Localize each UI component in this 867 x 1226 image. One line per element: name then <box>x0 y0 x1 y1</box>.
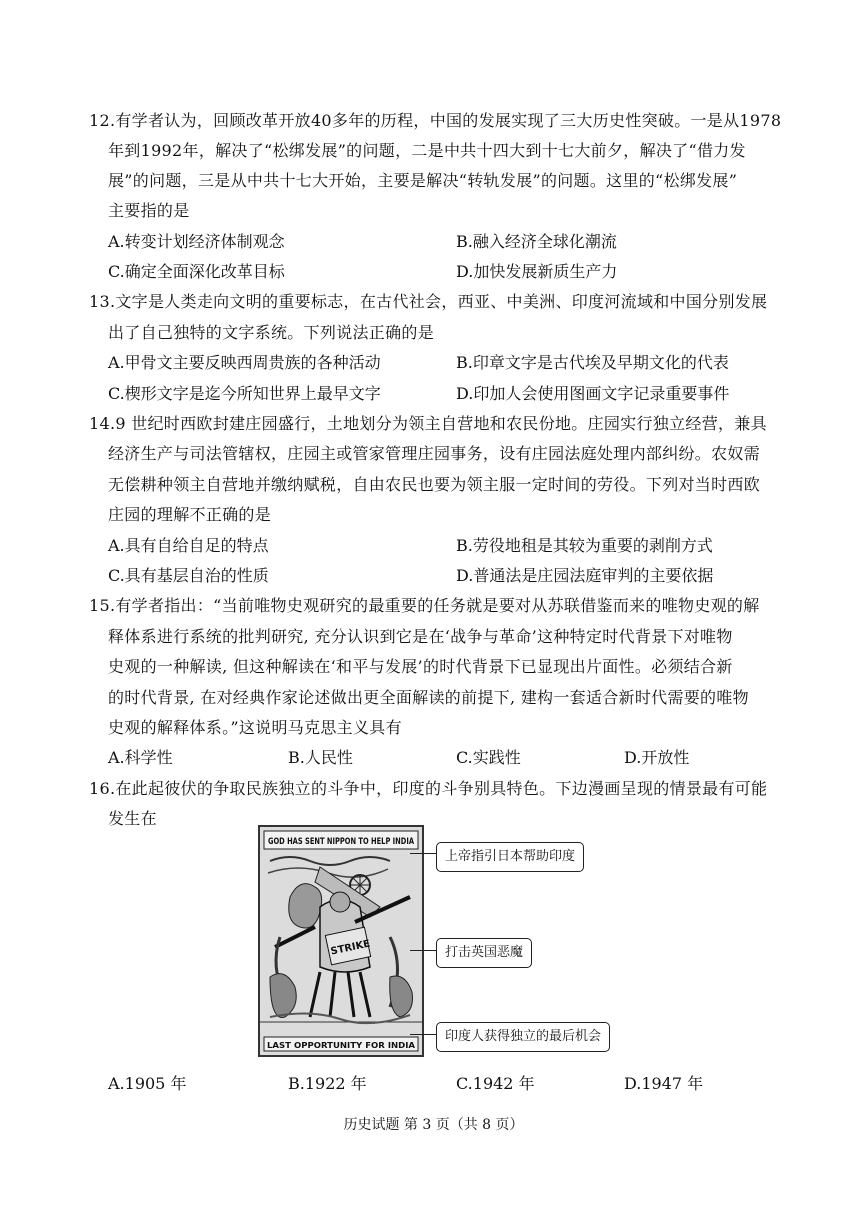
question-12-line-1: 12.有学者认为，回顾改革开放40多年的历程，中国的发展实现了三大历史性突破。一是从1978 <box>89 111 782 130</box>
option-d: D.加快发展新质生产力 <box>456 262 618 281</box>
option-c: C.具有基层自治的性质 <box>108 566 269 585</box>
question-15-line-5: 史观的解释体系。”这说明马克思主义具有 <box>108 718 402 737</box>
question-15-line-3: 史观的一种解读, 但这种解读在‘和平与发展’的时代背景下已显现出片面性。必须结合新 <box>108 657 733 676</box>
option-a: A.转变计划经济体制观念 <box>108 232 285 251</box>
question-15-line-4: 的时代背景, 在对经典作家论述做出更全面解读的前提下, 建构一套适合新时代需要的唯物 <box>108 688 749 707</box>
callout-leader-2 <box>410 950 436 951</box>
callout-strike-british: 打击英国恶魔 <box>436 938 532 968</box>
question-12-line-3: 展”的问题，三是从中共十七大开始，主要是解决“转轨发展”的问题。这里的“松绑发展” <box>108 171 738 190</box>
question-13-line-2: 出了自己独特的文字系统。下列说法正确的是 <box>108 323 435 342</box>
option-a: A.科学性 <box>108 748 173 767</box>
option-c: C.楔形文字是迄今所知世界上最早文字 <box>108 384 381 403</box>
question-14-line-4: 庄园的理解不正确的是 <box>108 505 272 524</box>
callout-leader-3 <box>410 1034 436 1035</box>
option-c: C.1942 年 <box>456 1074 535 1093</box>
poster-top-text: GOD HAS SENT NIPPON TO HELP INDIA <box>268 837 415 847</box>
option-a: A.1905 年 <box>108 1074 187 1093</box>
question-16-line-1: 16.在此起彼伏的争取民族独立的斗争中，印度的斗争别具特色。下边漫画呈现的情景最有可能 <box>89 779 768 798</box>
question-15-line-1: 15.有学者指出：“当前唯物史观研究的最重要的任务就是要对从苏联借鉴而来的唯物史观的解 <box>89 596 760 615</box>
cartoon-poster <box>258 825 424 1057</box>
question-14-line-2: 经济生产与司法管辖权，庄园主或管家管理庄园事务，设有庄园法庭处理内部纠纷。农奴需 <box>108 444 761 463</box>
option-b: B.劳役地租是其较为重要的剥削方式 <box>456 536 713 555</box>
option-a: A.具有自给自足的特点 <box>108 536 269 555</box>
cartoon-illustration <box>260 827 422 1055</box>
option-b: B.印章文字是古代埃及早期文化的代表 <box>456 353 729 372</box>
poster-bottom-text: LAST OPPORTUNITY FOR INDIA <box>267 1041 416 1050</box>
option-d: D.开放性 <box>624 748 690 767</box>
option-b: B.人民性 <box>288 748 353 767</box>
question-14-line-1: 14.9 世纪时西欧封建庄园盛行，土地划分为领主自营地和农民份地。庄园实行独立经营，兼具 <box>89 414 767 433</box>
page-footer: 历史试题 第 3 页（共 8 页） <box>343 1117 524 1133</box>
question-14-line-3: 无偿耕种领主自营地并缴纳赋税，自由农民也要为领主服一定时间的劳役。下列对当时西欧 <box>108 475 761 494</box>
poster-strike-text: STRIKE <box>329 938 372 958</box>
callout-god-guides-japan: 上帝指引日本帮助印度 <box>436 842 584 872</box>
option-d: D.1947 年 <box>624 1074 704 1093</box>
question-15-line-2: 释体系进行系统的批判研究, 充分认识到它是在‘战争与革命’这种特定时代背景下对唯物 <box>108 627 733 646</box>
option-b: B.融入经济全球化潮流 <box>456 232 617 251</box>
option-c: C.确定全面深化改革目标 <box>108 262 285 281</box>
question-16-line-2: 发生在 <box>108 809 157 828</box>
option-d: D.普通法是庄园法庭审判的主要依据 <box>456 566 714 585</box>
question-12-line-4: 主要指的是 <box>108 201 190 220</box>
option-b: B.1922 年 <box>288 1074 367 1093</box>
callout-leader-1 <box>410 853 436 854</box>
option-d: D.印加人会使用图画文字记录重要事件 <box>456 384 730 403</box>
callout-last-opportunity: 印度人获得独立的最后机会 <box>436 1022 610 1052</box>
option-c: C.实践性 <box>456 748 521 767</box>
question-12-line-2: 年到1992年，解决了“松绑发展”的问题，二是中共十四大到十七大前夕，解决了“借力发 <box>108 141 746 160</box>
option-a: A.甲骨文主要反映西周贵族的各种活动 <box>108 353 381 372</box>
question-13-line-1: 13.文字是人类走向文明的重要标志，在古代社会，西亚、中美洲、印度河流域和中国分别发展 <box>89 292 768 311</box>
